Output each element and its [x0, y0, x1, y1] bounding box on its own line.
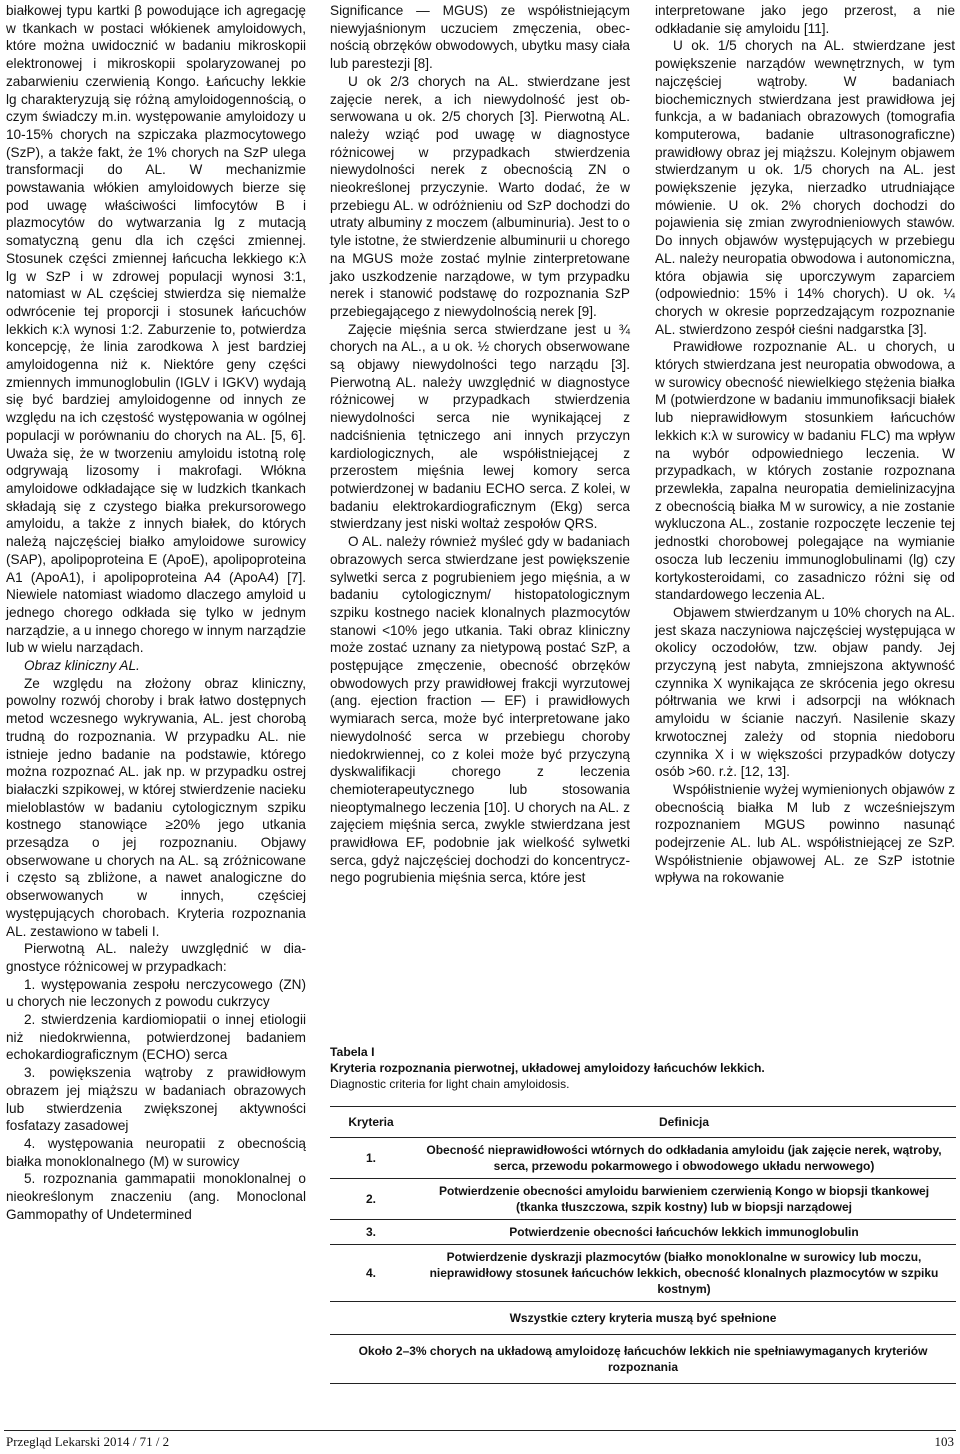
- criterion-number: 4.: [330, 1245, 412, 1302]
- paragraph: Zajęcie mięśnia serca stwierdzane jest u ¾ chorych na AL., a u ok. ½ chorych obserwowane są objawy niewydolności tego narządu [3]. Pierwotną AL. należy uwzględnić w diagnostyce różnicowej w przypadkach stwierdzenia niewydolności serca nie wynikającej z nadciśnienia tętniczego ani innych przyczyn kardiologicznych, ale współistniejącej z przerostem mięśnia lewej komory serca potwierdzonej w badaniu ECHO serca. Z kolei, w badaniu elektrokardiograficznym (Ekg) serca stwierdzany jest niski woltaż zespołów QRS.: [330, 321, 630, 532]
- table-label: Tabela I: [330, 1045, 375, 1059]
- table-header-row: [330, 1107, 956, 1138]
- table-row: [330, 1179, 956, 1220]
- text-column-1: [6, 2, 306, 1224]
- journal-citation: Przegląd Lekarski 2014 / 71 / 2: [6, 1434, 170, 1449]
- criterion-definition: Obecność nieprawidłowości wtórnych do odkładania amyloidu (jak zajęcie nerek, wątroby, serca, przewodu pokarmowego i obwodowego układu nerwowego): [412, 1138, 956, 1179]
- footer-rule: [4, 1430, 956, 1431]
- table-title: Kryteria rozpoznania pierwotnej, układowej amyloidozy łańcuchów lekkich.: [330, 1061, 765, 1075]
- paragraph: Pierwotną AL. należy uwzględnić w diagnostyce różnicowej w przypadkach:: [6, 941, 306, 974]
- text-column-3: [655, 2, 955, 887]
- paragraph: Prawidłowe rozpoznanie AL. u chorych, u których stwierdzana jest neuropatia obwodowa, a w surowicy obecność niewielkiego stężenia białka M (potwierdzone w badaniu immunofiksacji białek lub nieprawidłowym stosunkiem łańcuchów lekkich κ:λ w surowicy w badaniu FLC) ma wpływ na wybór odpowiedniego leczenia. W przypadkach, w których zostanie rozpoznana przewlekła, zapalna neuropatia demielinizacyjna z obecnością białka M w surowicy, a nie zostanie wykluczona AL., zostanie rozpoczęte leczenie tej jednostki chorobowej polegające na wymianie osocza lub leczeniu immunoglobulinami (lg) czy kortykosteroidami, co zasadniczo różni się od standardowego leczenia AL.: [655, 339, 955, 603]
- criterion-number: 3.: [330, 1220, 412, 1245]
- header-definition: Definicja: [412, 1107, 956, 1138]
- list-item: 3. powiększenia wątroby z prawidłowym obrazem jej miąższu w badaniach obrazowych lub stwierdzenia zwiększonej aktywności fosfatazy zasadowej: [6, 1065, 306, 1134]
- criterion-definition: Potwierdzenie dyskrazji plazmocytów (białko monoklonalne w surowicy lub moczu, nieprawidłowy stosunek łańcuchów lekkich, obecność klonalnych plazmocytów w szpiku kostnym): [412, 1245, 956, 1302]
- table-row: [330, 1220, 956, 1245]
- list-item: 4. występowania neuropatii z obecnością białka monoklonalnego (M) w surowicy: [6, 1136, 306, 1169]
- paragraph: Significance — MGUS) ze współistniejącym niewyjaśnionym uczuciem zmęczenia, obecnością obrzęków obwodowych, ubytku masy ciała lub parestezji [8].: [330, 3, 630, 72]
- paragraph: interpretowane jako jego przerost, a nie odkładanie się amyloidu [11].: [655, 3, 955, 36]
- paragraph: Ze względu na złożony obraz kliniczny, powolny rozwój choroby i brak łatwo dostępnych metod wczesnego wykrywania, AL. jest chorobą trudną do rozpoznania. W przypadku AL. nie istnieje jedno badanie na podstawie, którego można rozpoznać AL. jak np. w przypadku ostrej białaczki szpikowej, w której stwierdzenie nacieku mieloblastów w badaniu cytologicznym szpiku kostnego stanowiące ≥20% jego utkania przesądza o jej rozpoznaniu. Objawy obserwowane u chorych na AL. są zróżnicowane i często są zbliżone, a nawet analogiczne do obserwowanych w innych, częściej występujących chorobach. Kryteria rozpoznania AL. zestawiono w tabeli I.: [6, 675, 306, 939]
- table-row: [330, 1245, 956, 1302]
- table-note-percent: Około 2–3% chorych na układową amyloidozę łańcuchów lekkich nie spełniawymaganych kryteriów rozpoznania: [330, 1335, 956, 1384]
- text-column-2: [330, 2, 630, 887]
- list-item: 2. stwierdzenia kardiomiopatii o innej etiologii niż niedokrwienna, potwierdzonej badaniem echokardiograficznym (ECHO) serca: [6, 1012, 306, 1063]
- paragraph: U ok. 1/5 chorych na AL. stwierdzane jest powiększenie narządów wewnętrznych, w tym najczęściej wątroby. W badaniach biochemicznych stwierdzana jest prawidłowa jej funkcja, a w badaniach obrazowych (tomografia komputerowa, badanie ultrasonograficzne) prawidłowy obraz jej miąższu. Kolejnym objawem stwierdzanym u ok. 1/5 chorych na AL. jest powiększenie języka, nierzadko utrudniające mówienie. U ok. 2% chorych dochodzi do pojawienia się zmian zwyrodnieniowych stawów. Do innych objawów występujących w przebiegu AL. należy neuropatia obwodowa i autonomiczna, która objawia się uporczywym zaparciem (odpowiednio: 15% i 14% chorych). U ok. ¼ chorych w okresie poprzedzającym rozpoznanie AL. stwierdzono zespół cieśni nadgarstka [3].: [655, 38, 955, 337]
- paragraph: Objawem stwierdzanym u 10% chorych na AL. jest skaza naczyniowa najczęściej występująca w okolicy oczodołów, tzw. objaw pandy. Jej przyczyną jest nabyta, zmniejszona aktywność czynnika X wynikająca ze skrócenia jego okresu półtrwania we krwi i adsorpcji na włóknach amyloidu w ścianie naczyń. Nasilenie skazy krwotocznej zależy od stopnia niedoboru czynnika X i w większości przypadków dotyczy osób >60. r.ż. [12, 13].: [655, 604, 955, 780]
- table-note-all-criteria: Wszystkie cztery kryteria muszą być spełnione: [330, 1302, 956, 1335]
- header-criteria: Kryteria: [330, 1107, 412, 1138]
- page-footer: [0, 1430, 960, 1454]
- section-heading: Obraz kliniczny AL.: [24, 658, 140, 674]
- criterion-definition: Potwierdzenie obecności łańcuchów lekkich immunoglobulin: [412, 1220, 956, 1245]
- criteria-table: [330, 1106, 956, 1384]
- criterion-number: 2.: [330, 1179, 412, 1220]
- table-block: [330, 1044, 956, 1384]
- paragraph: U ok 2/3 chorych na AL. stwierdzane jest zajęcie nerek, a ich niewydolność jest obserwowana u ok. 2/5 chorych [3]. Pierwotną AL. należy wziąć pod uwagę w diagnostyce różnicowej w przypadkach stwierdzenia niewydolności nerek z obecnością ZN o nieokreślonej przyczynie. Warto dodać, że w przebiegu AL. w odróżnieniu od SzP dochodzi do utraty albuminy z moczem (albuminuria). Jest to o tyle istotne, że stwierdzenie albuminurii u chorego na MGUS może zostać mylnie zinterpretowane jako uszkodzenie narządowe, w tym przypadku nerek i stanowić podstawę do rozpoznania SzP przebiegającego z niewydolnością nerek [9].: [330, 73, 630, 319]
- criterion-number: 1.: [330, 1138, 412, 1179]
- table-row: [330, 1335, 956, 1384]
- criterion-definition: Potwierdzenie obecności amyloidu barwieniem czerwienią Kongo w biopsji tkankowej (tkanka tłuszczowa, szpik kostny) lub w biopsji narządowej: [412, 1179, 956, 1220]
- list-item: 1. występowania zespołu nerczycowego (ZN) u chorych nie leczonych z powodu cukrzycy: [6, 976, 306, 1010]
- list-item: 5. rozpoznania gammapatii monoklonalnej o nieokreślonym znaczeniu (ang. Monoclonal Gammopathy of Undetermined: [6, 1171, 306, 1222]
- page-number: 103: [934, 1434, 954, 1449]
- table-row: [330, 1138, 956, 1179]
- paragraph: białkowej typu kartki β powodujące ich agregację w tkankach w postaci włókienek amyloidowych, które można uwidocznić w badaniu mikroskopii elektronowej i mikroskopii spolaryzowanej po zabarwieniu czerwienią Kongo. Łańcuchy lekkie lg charakteryzują się różną amyloidogennością, o czym świadczy m.in. występowanie amyloidozy u 10-15% chorych na szpiczaka plazmocytowego (SzP), a także fakt, że 1% chorych na SzP ulega transformacji do AL. W mechanizmie powstawania włókien amyloidowych bierze się pod uwagę właściwości limfocytów B i plazmocytów do wytwarzania lg z mutacją somatyczną genu dla ich części zmiennej. Stosunek części zmiennej łańcucha lekkiego κ:λ lg w SzP i w zdrowej populacji wynosi 3:1, natomiast w AL częściej stwierdza się niemalże odwrócenie tej proporcji i stosunek łańcuchów lekkich κ:λ wynosi 1:2. Zaburzenie to, potwierdza koncepcję, że linia zarodkowa λ jest bardziej amyloidogenna niż κ. Niektóre geny części zmiennych immunoglobulin (IGLV i IGKV) wydają się być bardziej amyloidogenne od innych ze względu na ich częstość występowania w ogólnej populacji w porównaniu do chorych na AL. [5, 6]. Uważa się, że w tworzeniu amyloidu istotną rolę odgrywają lizosomy i makrofagi. Włókna amyloidowe odkładające się w ludzkich tkankach składają się z czystego białka prekursorowego amyloidu, a także z innych białek, do których należą najczęściej białko amyloidowe surowicy (SAP), apolipoproteina E (ApoE), apolipoproteina A1 (ApoA1), i apolipoproteina A4 (ApoA4) [7]. Niewiele natomiast wiadomo dlaczego amyloid u jednego chorego odkłada się tylko w jednym narządzie, a u innego chorego w innym narządzie lub w wielu narządach.: [6, 3, 306, 656]
- paragraph: Współistnienie wyżej wymienionych objawów z obecnością białka M lub z wcześniejszym rozpoznaniem MGUS powinno nasunąć podejrzenie AL. lub AL. współistniejącej ze SzP. Współistnienie objawowej AL. ze SzP istotnie wpływa na rokowanie: [655, 781, 955, 886]
- paragraph: O AL. należy również myśleć gdy w badaniach obrazowych serca stwierdzane jest powiększenie sylwetki serca z pogrubieniem jego mięśnia, a w badaniu cytologicznym/ histopatologicznym szpiku kostnego naciek klonalnych plazmocytów stanowi <10% jego utkania. Taki obraz kliniczny może zostać uznany za nietypową postać SzP, a postępujące zmęczenie, obecność obrzęków obwodowych przy prawidłowej frakcji wyrzutowej (ang. ejection fraction — EF) i prawidłowych wymiarach serca, może być interpretowane jako niewydolność serca w przebiegu choroby niedokrwiennej, co z kolei może być przyczyną dyskwalifikacji chorego z leczenia chemioterapeutycznego lub stosowania nieoptymalnego leczenia [10]. U chorych na AL. z zajęciem mięśnia serca, zwykle stwierdzana jest prawidłowa EF, podobnie jak wielkość sylwetki serca, gdyż najczęściej dochodzi do koncentrycznego pogrubienia mięśnia serca, które jest: [330, 534, 630, 886]
- table-row: [330, 1302, 956, 1335]
- table-title-english: Diagnostic criteria for light chain amyloidosis.: [330, 1077, 570, 1091]
